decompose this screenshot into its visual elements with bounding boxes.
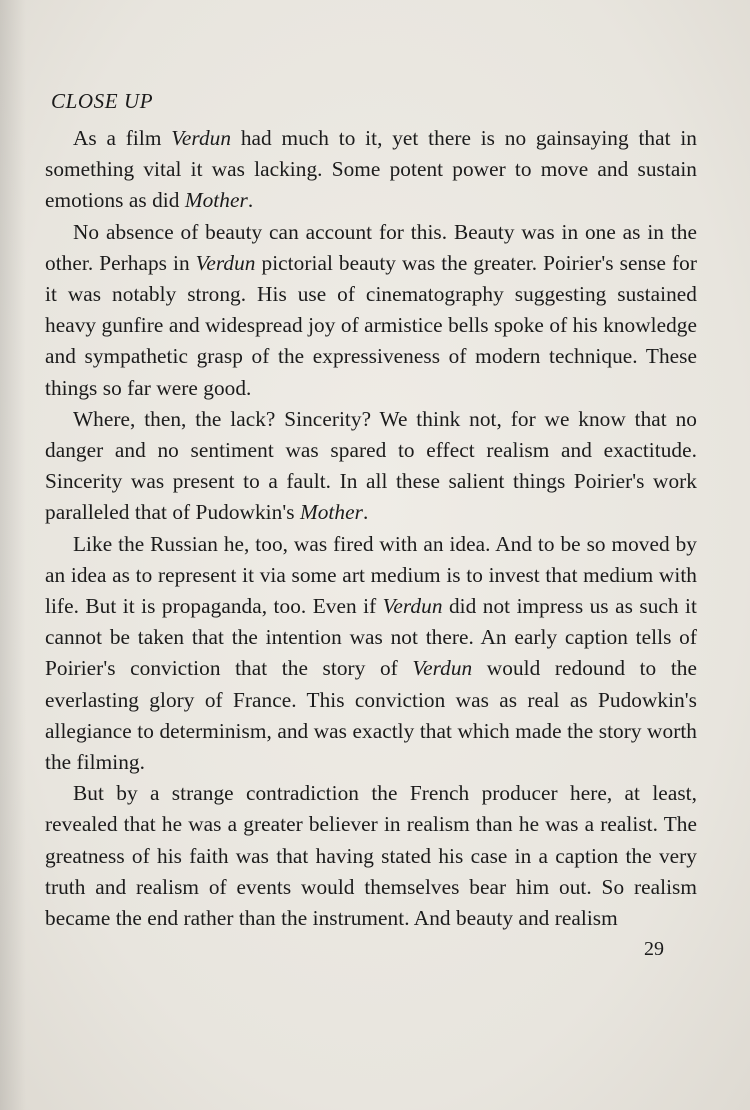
page-content [45, 86, 697, 934]
gutter-shadow [0, 0, 26, 1110]
paragraph: Like the Russian he, too, was fired with an idea. And to be so moved by an idea as to represent it via some art medium is to invest that medium with life. But it is propaganda, too. Even if Verdun did not impress us as such it cannot be taken that the intention was not there. An early caption tells of Poirier's conviction that the story of Verdun would redound to the everlasting glory of France. This conviction was as real as Pudowkin's allegiance to determinism, and was exactly that which made the story worth the filming. [45, 531, 697, 775]
paragraph: Where, then, the lack? Sincerity? We think not, for we know that no danger and no sentiment was spared to effect realism and exactitude. Sincerity was present to a fault. In all these salient things Poirier's work paralleled that of Pudowkin's Mother. [45, 406, 697, 525]
paragraph: As a film Verdun had much to it, yet there is no gainsaying that in something vital it was lacking. Some potent power to move and sustain emotions as did Mother. [45, 126, 697, 213]
body-text [45, 123, 697, 934]
paragraph: But by a strange contradiction the French producer here, at least, revealed that he was a greater believer in realism than he was a realist. The greatness of his faith was that having stated his case in a caption the very truth and realism of events would themselves bear him out. So realism became the end rather than the instrument. And beauty and realism [45, 781, 697, 931]
page-number: 29 [644, 938, 664, 960]
running-header: CLOSE UP [51, 89, 154, 113]
paragraph: No absence of beauty can account for this. Beauty was in one as in the other. Perhaps in Verdun pictorial beauty was the greater. Poirier's sense for it was notably strong. His use of cinematography suggesting sustained heavy gunfire and widespread joy of armistice bells spoke of his knowledge and sympathetic grasp of the expressiveness of modern technique. These things so far were good. [45, 219, 697, 400]
